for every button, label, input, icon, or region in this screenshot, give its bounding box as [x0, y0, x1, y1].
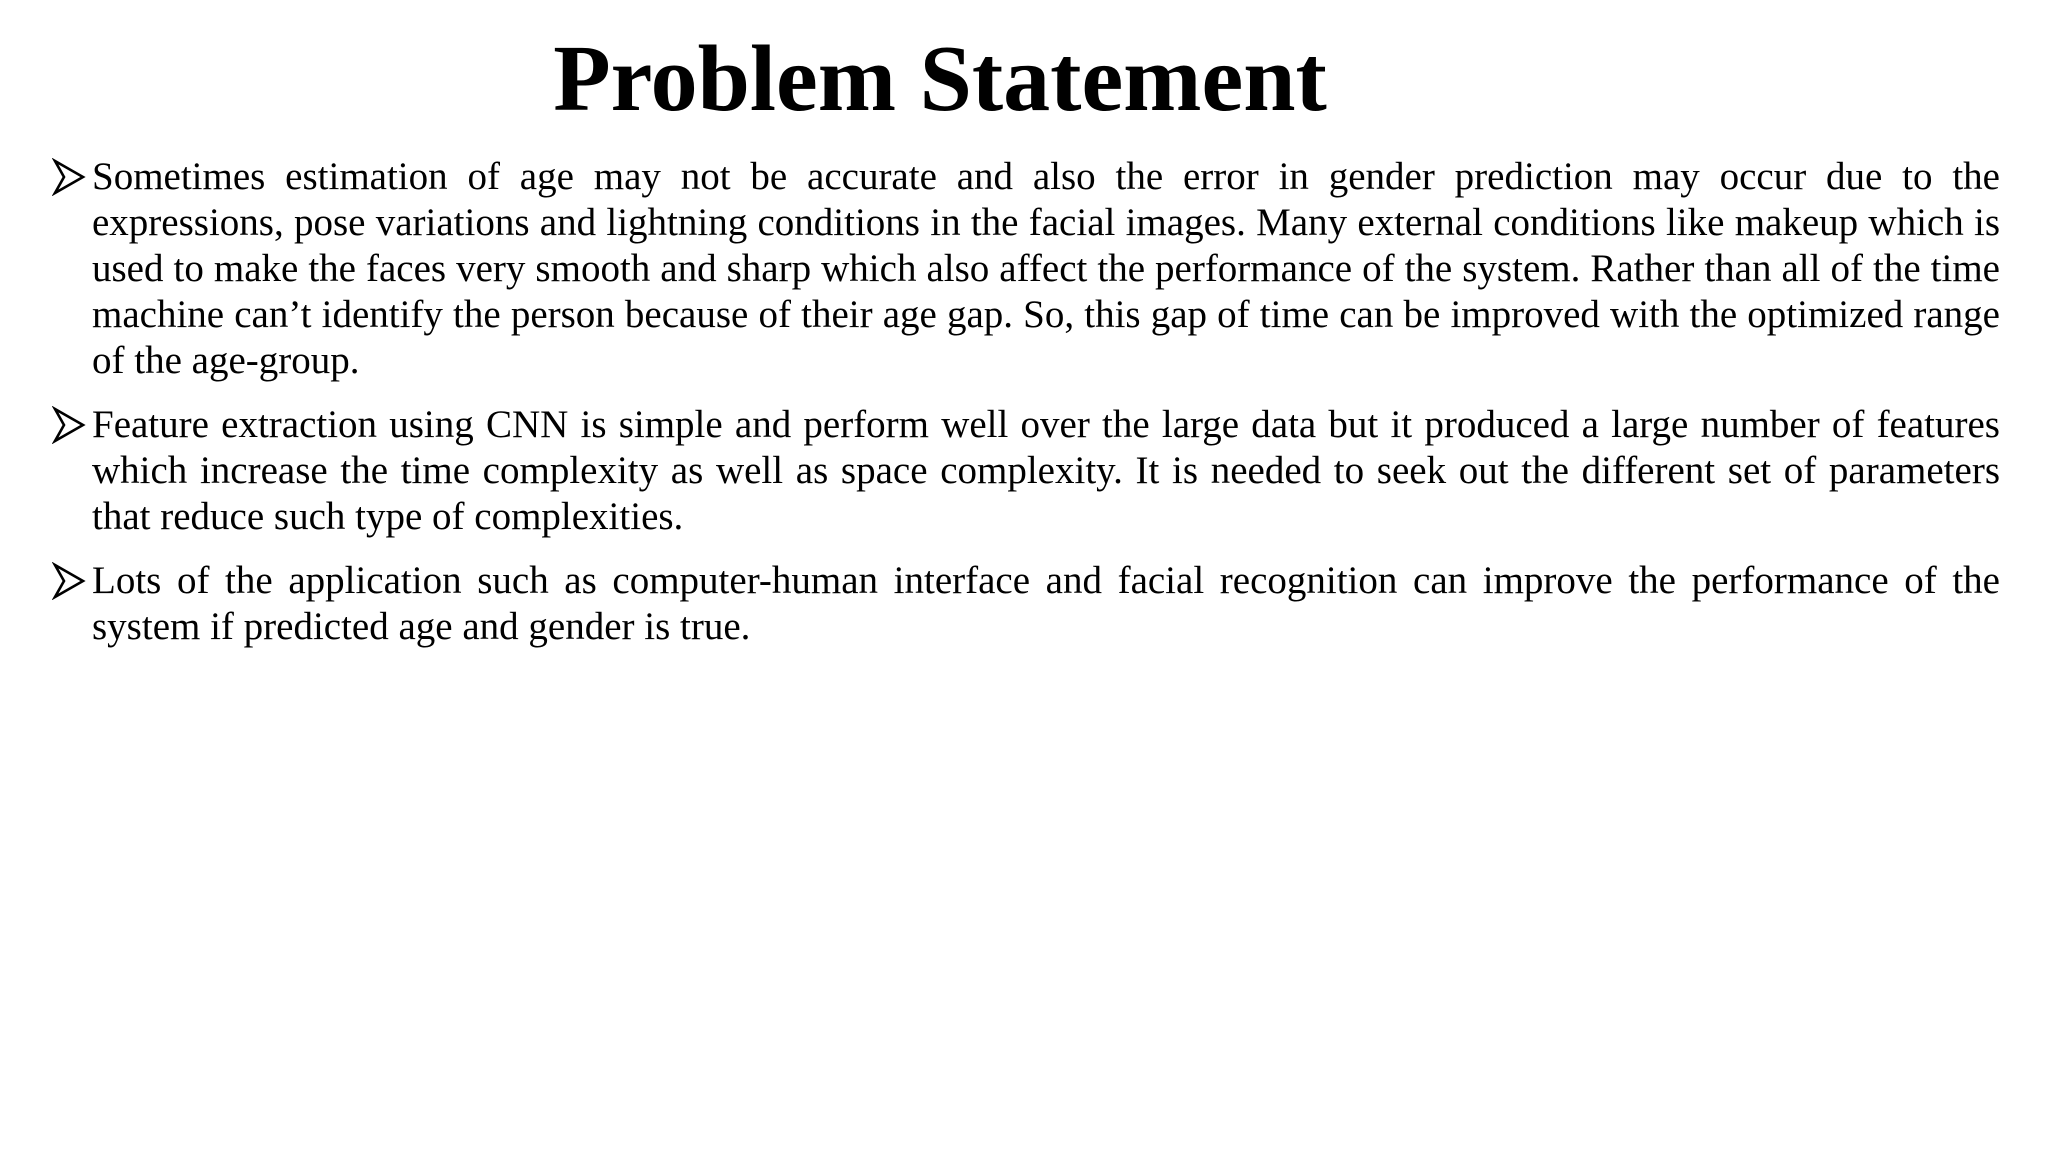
arrowhead-bullet-icon: [52, 562, 88, 600]
arrowhead-bullet-icon: [52, 406, 88, 444]
bullet-text: Lots of the application such as computer-human interface and facial recognition can improve the performance of the system if predicted age and gender is true.: [92, 559, 2000, 648]
slide-title: Problem Statement: [553, 27, 1327, 131]
bullet-item-2: [52, 402, 2000, 540]
arrowhead-bullet-icon: [52, 158, 88, 196]
bullet-item-3: [52, 558, 2000, 650]
bullet-item-1: [52, 154, 2000, 384]
bullet-text: Feature extraction using CNN is simple and perform well over the large data but it produced a large number of features which increase the time complexity as well as space complexity. It is needed to seek out the different set of parameters that reduce such type of complexities.: [92, 403, 2000, 538]
bullet-list: [52, 154, 2000, 668]
bullet-text: Sometimes estimation of age may not be accurate and also the error in gender prediction may occur due to the expressions, pose variations and lightning conditions in the facial images. Many external conditions like makeup which is used to make the faces very smooth and sharp which also affect the performance of the system. Rather than all of the time machine can’t identify the person because of their age gap. So, this gap of time can be improved with the optimized range of the age-group.: [92, 155, 2000, 382]
